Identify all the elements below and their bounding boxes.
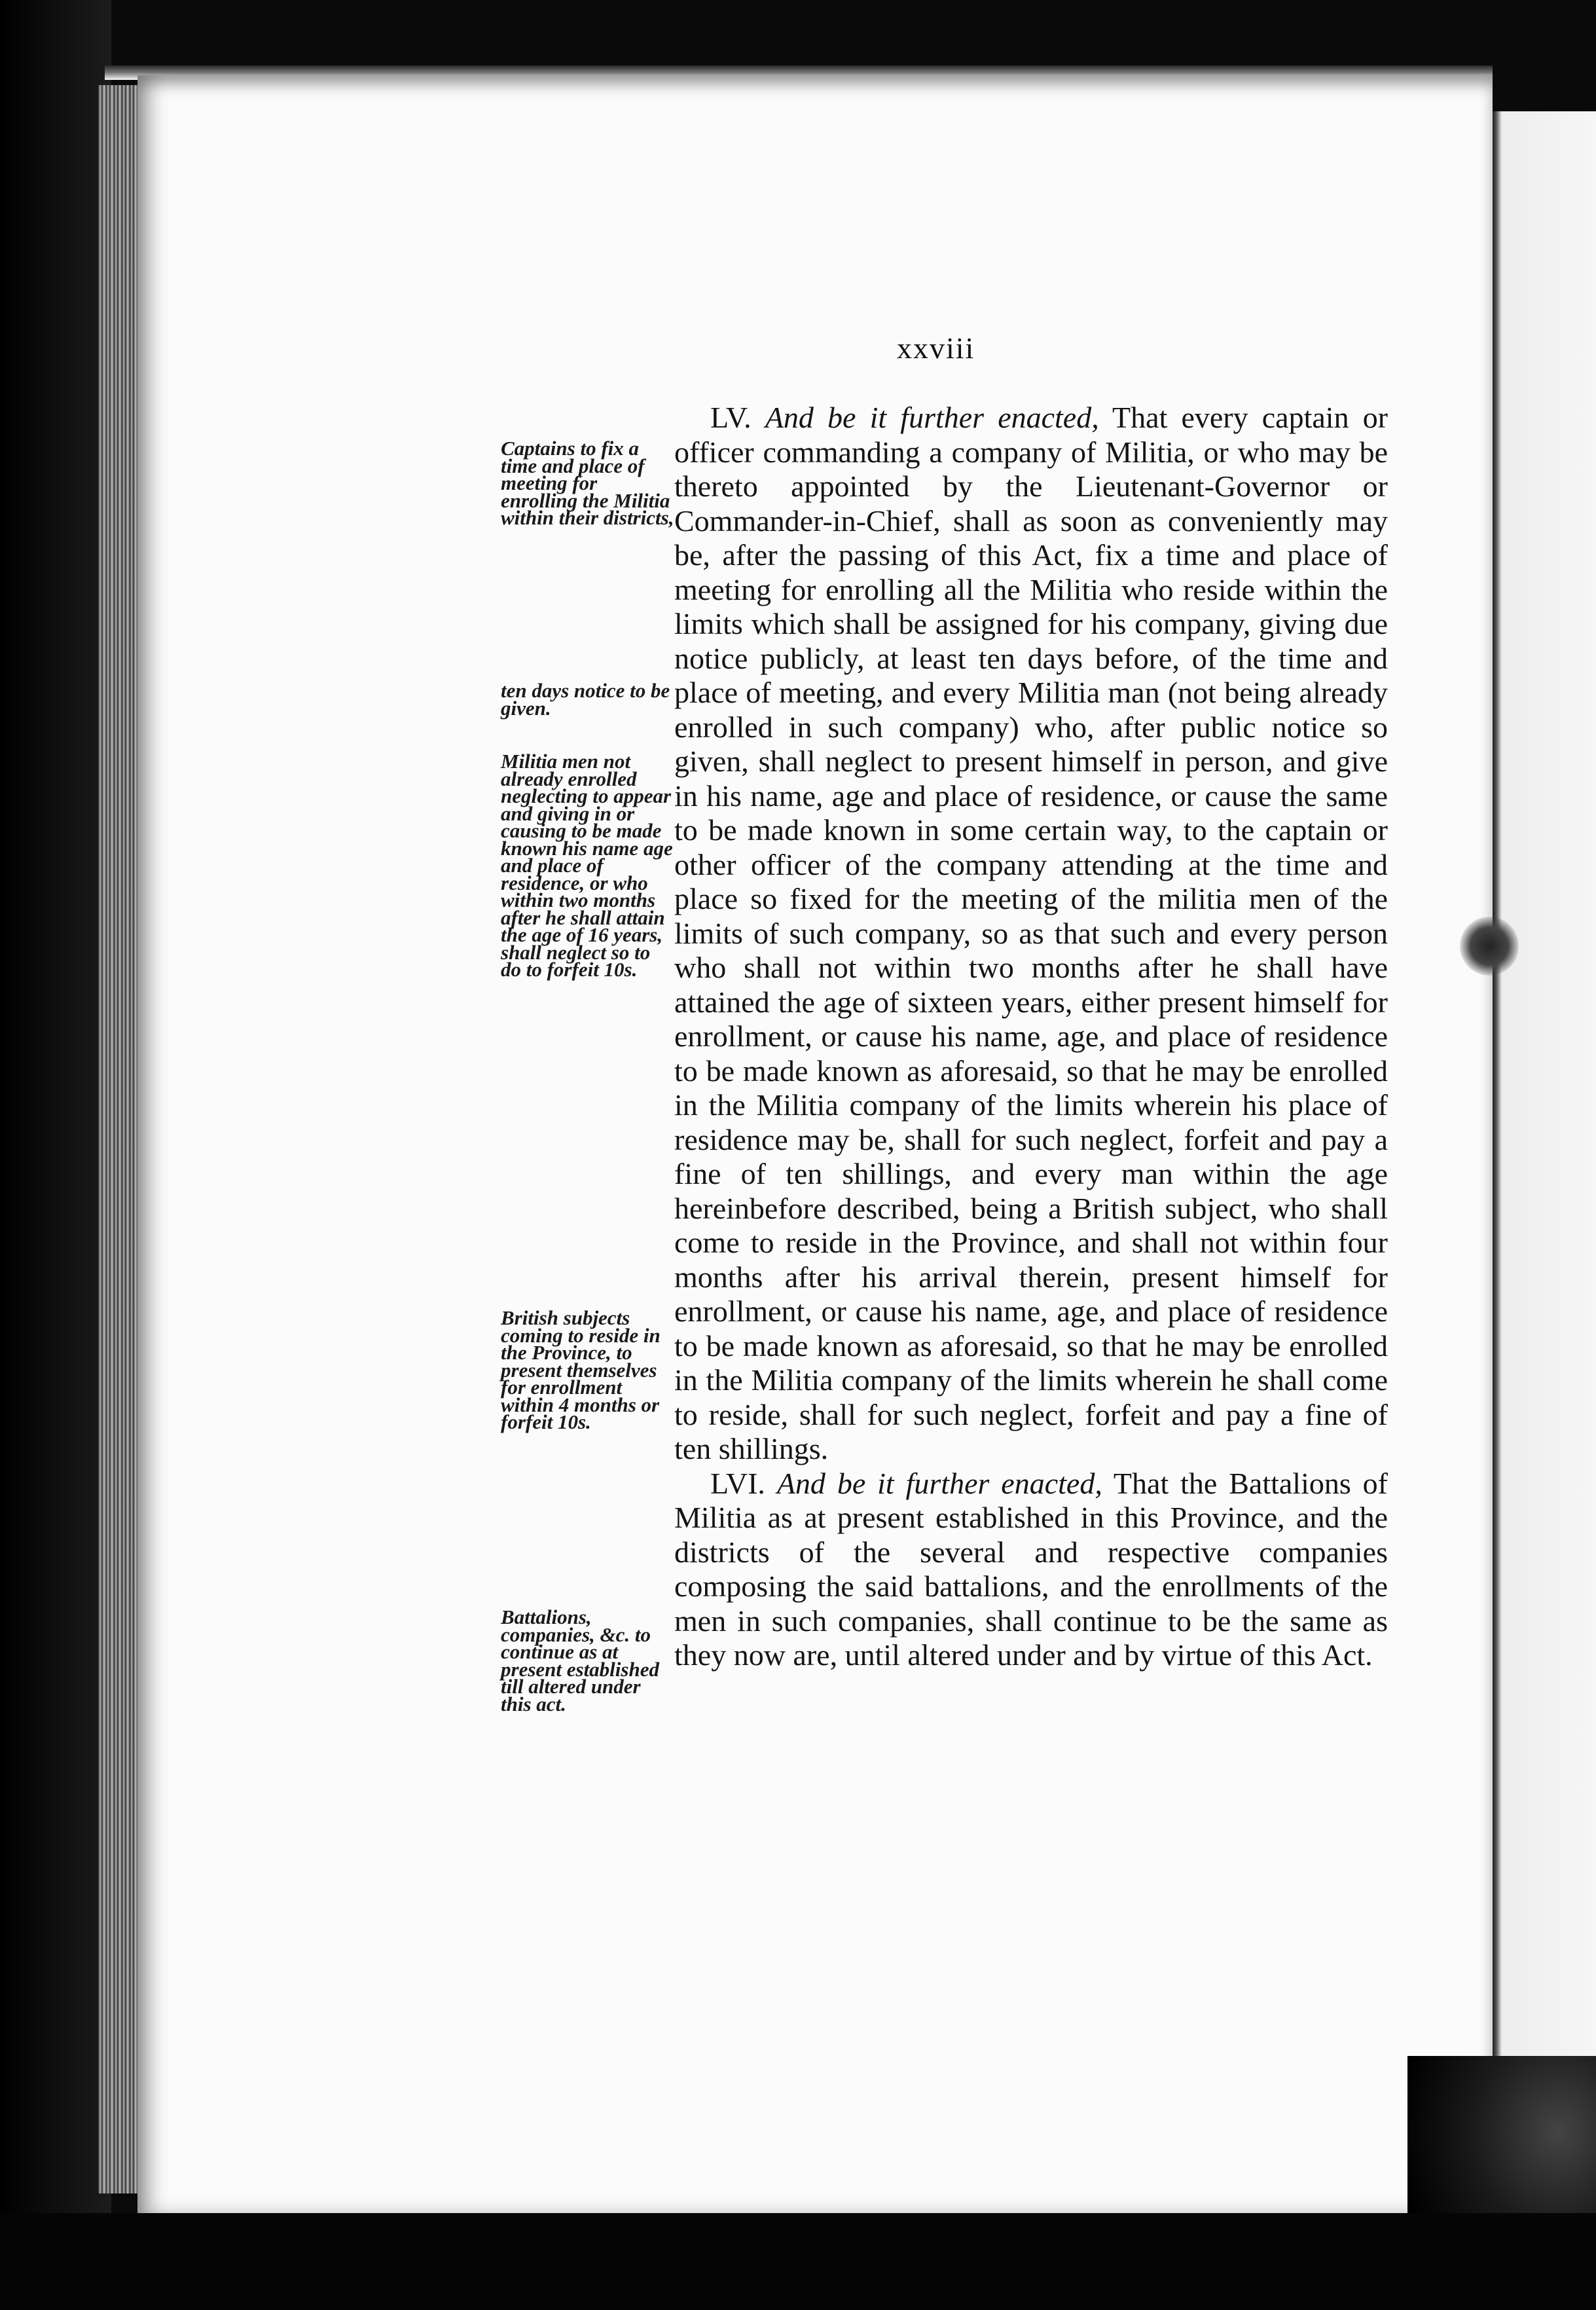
- scan-dark-border-bottom: [0, 2213, 1596, 2310]
- facing-page-edge: [1493, 111, 1596, 2310]
- section-number: LV.: [710, 401, 752, 434]
- margin-note: Battalions, companies, &c. to continue as at present established till altered under this act.: [501, 1605, 659, 1715]
- enacting-clause: And be it further enacted,: [765, 401, 1099, 434]
- section-text: That every captain or officer commanding a company of Militia, or who may be thereto appointed by the Lieutenant-Governor or Commander-in-Chief, shall as soon as conveniently may be, after the passing of this Act, fix a time and place of meeting for enrolling all the Militia who reside within the limits which shall be assigned for his company, giving due notice publicly, at least ten days before, of the time and place of meeting, and every Militia man (not being already enrolled in such company) who, after public notice so given, shall neglect to present himself in person, and give in his name, age and place of residence, or cause the same to be made known in some certain way, to the captain or other officer of the company attending at the time and place so fixed for the meeting of the militia men of the limits of such company, so as that such and every person who shall not within two months after he shall have attained the age of sixteen years, either present himself for enrollment, or cause his name, age, and place of residence to be made known as aforesaid, so that he may be enrolled in the Militia company of the limits wherein his place of residence may be, shall for such neglect, forfeit and pay a fine of ten shillings, and every man within the age hereinbefore described, being a British subject, who shall come to reside in the Province, and shall not within four months after his arrival therein, present himself for enrollment, or cause his name, age, and place of residence to be made known as aforesaid, so that he may be enrolled in the Militia company of the limits wherein he shall come to reside, shall for such neglect, forfeit and pay a fine of ten shillings.: [674, 401, 1388, 1465]
- section-number: LVI.: [710, 1466, 765, 1500]
- margin-note: Militia men not already enrolled neglecting to appear and giving in or causing to be made known his name age and place of residence, or who within two months after he shall attain the age of 16 years, shall neglect so to do to forfeit 10s.: [501, 750, 673, 981]
- ink-blot: [1460, 917, 1519, 976]
- enacting-clause: And be it further enacted,: [776, 1466, 1102, 1500]
- section-paragraph: [674, 401, 1388, 1467]
- main-text-column: [674, 401, 1388, 1673]
- margin-note: ten days notice to be given.: [501, 679, 670, 720]
- margin-note: Captains to fix a time and place of meeting for enrolling the Militia within their districts,: [501, 437, 674, 529]
- section-text: That the Battalions of Militia as at present established in this Province, and the districts of the several and respective companies composing the said battalions, and the enrollments of the men in such companies, shall continue to be the same as they now are, until altered under and by virtue of this Act.: [674, 1466, 1388, 1672]
- scan-dark-border-left: [0, 0, 111, 2310]
- section-paragraph: [674, 1467, 1388, 1673]
- page-number: xxviii: [897, 331, 975, 365]
- margin-note: British subjects coming to reside in the Province, to present themselves for enrollment within 4 months or forfeit 10s.: [501, 1306, 661, 1433]
